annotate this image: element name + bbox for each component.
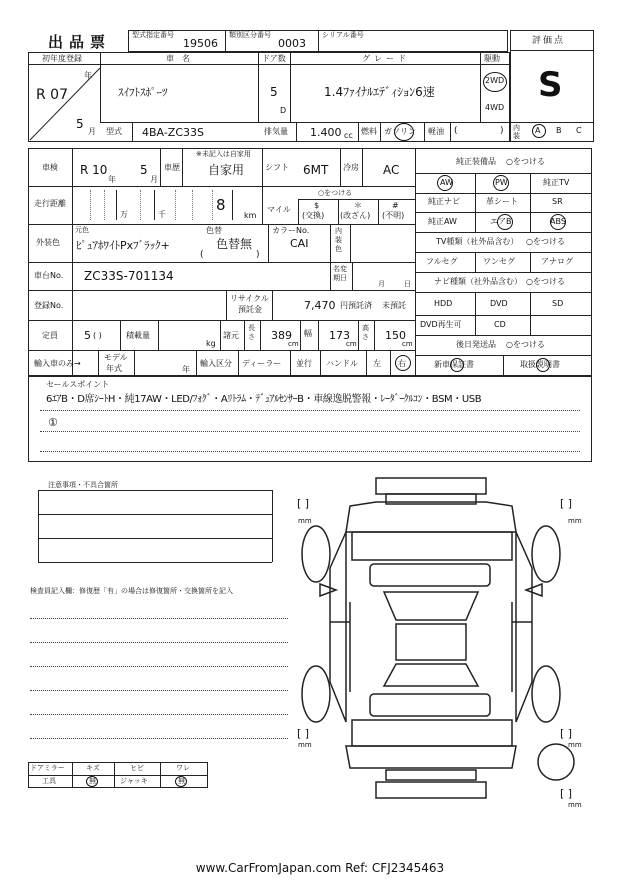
width-unit: cm [346, 340, 357, 348]
tbl-door-mirror: ドアミラー [30, 764, 65, 772]
exch-label: (交換) [302, 211, 325, 220]
recycle-label-1: リサイクル [230, 294, 269, 303]
model-label: 型式 [106, 127, 122, 136]
shift: 6MT [303, 163, 329, 177]
shaken-label: 車検 [42, 163, 58, 172]
equip-title: 純正装備品 [456, 157, 496, 166]
length-label: 長さ [248, 324, 255, 341]
displacement-unit: cc [344, 131, 353, 140]
tire-rl-bracket: [ ] [297, 727, 310, 740]
color-change-label: 色替 [206, 226, 222, 235]
model-year-label-1: モデル [104, 353, 128, 362]
recycle-label-2: 預託金 [238, 305, 262, 314]
doors-label: ドア数 [262, 54, 286, 63]
later-warranty: 新車保証書 [434, 360, 474, 369]
tire-rr-bracket: [ ] [560, 727, 573, 740]
height-label: 高さ [362, 324, 369, 341]
tbl-tools-circle [86, 776, 98, 787]
sales-point-box [28, 376, 592, 462]
import-cat-label: 輸入区分 [200, 359, 232, 368]
tbl-break: ワレ [176, 764, 190, 772]
parallel: 並行 [296, 359, 312, 368]
fuel-gasoline: ガソリン [384, 127, 416, 136]
later-title: 後日発送品 [456, 340, 496, 349]
handle-left: 左 [373, 359, 381, 368]
color: ﾋﾟｭｱﾎﾜｲﾄPxﾌﾞﾗｯｸ+ [76, 239, 170, 252]
equip-tv: 純正TV [543, 178, 570, 187]
unknown-mark: # [392, 201, 399, 210]
dims-label: 諸元 [223, 331, 239, 340]
tbl-scratch: キズ [86, 764, 100, 772]
inspector-label: 検査員記入欄：修復歴「有」の場合は修復箇所・交換箇所を記入 [30, 587, 233, 595]
usage-note: ※未記入は自家用 [196, 150, 251, 158]
equip-sr: SR [552, 197, 563, 206]
reg-label: 登録No. [34, 301, 64, 310]
caution-label: 注意事項・不具合箇所 [48, 481, 118, 489]
sales-line-1: 6ｴｱB・D席ｼｰﾄH・純17AW・LED/ﾌｫｸﾞ・Aﾘﾄﾗﾑ・ﾃﾞｭｱﾙｾﾝｻｰB・車線逸脱警報・ﾚｰﾀﾞｰｸﾙｺﾝ・BSM・USB [46, 394, 482, 405]
equip-note: ○をつける [506, 157, 545, 166]
form-title: 出品票 [48, 33, 112, 51]
model-year-label-2: 年式 [106, 364, 122, 373]
length-unit: cm [288, 340, 299, 348]
tv-fullseg: フルセグ [426, 257, 458, 266]
chassis-label: 車台No. [34, 271, 64, 280]
navi-note: ○をつける [526, 277, 565, 286]
mileage: 8 [216, 196, 226, 214]
doors: 5 [270, 85, 278, 99]
equip-genuine-aw: 純正AW [428, 217, 457, 226]
tbl-jack-value: 無 [178, 777, 185, 785]
sales-line-2: ① [48, 416, 58, 429]
class-no-label: 類別区分番号 [229, 31, 271, 39]
width-label: 幅 [304, 329, 312, 338]
interior-a: A [535, 126, 541, 135]
auth-no-label: 型式指定番号 [132, 31, 174, 39]
drive-2wd: 2WD [485, 76, 505, 85]
shaken-month: 5 [140, 163, 148, 177]
interior-label: 内装 [513, 124, 520, 140]
fuel-label: 燃料 [361, 127, 377, 136]
tire-fl-bracket: [ ] [297, 497, 310, 510]
tv-note: ○をつける [526, 237, 565, 246]
later-manual: 取扱説明書 [520, 360, 560, 369]
interior-color-label: 内装色 [335, 227, 342, 253]
capacity-paren: ( ) [93, 331, 102, 340]
not-deposit: 未預託 [382, 301, 406, 310]
fuel-paren-close: ) [500, 126, 504, 136]
color-label: 外装色 [36, 238, 60, 247]
tire-fr-mm: mm [568, 517, 582, 525]
navi-dvd: DVD [490, 299, 508, 308]
capacity-label: 定員 [42, 331, 58, 340]
shaken-year-unit: 年 [108, 175, 116, 184]
equip-airbag-circle [497, 214, 513, 230]
first-reg-month-unit: 月 [88, 127, 96, 136]
dealer: ディーラー [242, 359, 282, 368]
class-no: 0003 [278, 37, 306, 50]
aircon: AC [383, 163, 400, 177]
navi-hdd: HDD [434, 299, 453, 308]
aircon-label: 冷房 [343, 163, 359, 172]
displacement: 1.400 [310, 126, 342, 139]
equip-pw: PW [495, 178, 508, 187]
mileage-man: 万 [120, 210, 128, 219]
navi-sd: SD [552, 299, 564, 308]
tire-rl-mm: mm [298, 741, 312, 749]
tire-fl-mm: mm [298, 517, 312, 525]
car-name: ｽｲﾌﾄｽﾎﾟｰﾂ [118, 86, 168, 99]
tbl-crack: ヒビ [130, 764, 144, 772]
name-change-label: 名変期日 [333, 265, 347, 282]
mileage-label: 走行距離 [34, 199, 66, 208]
auth-no: 19506 [183, 37, 218, 50]
exch-mark: $ [314, 201, 320, 210]
tire-fr-bracket: [ ] [560, 497, 573, 510]
usage-label: 車歴 [164, 163, 180, 172]
grade: 1.4ﾌｧｲﾅﾙｴﾃﾞｨｼｮﾝ6速 [324, 85, 435, 99]
mileage-sen: 千 [158, 210, 166, 219]
model: 4BA-ZC33S [142, 126, 204, 139]
name-change-day: 日 [404, 280, 411, 288]
tire-spare-bracket: [ ] [560, 787, 573, 800]
orig-color-label: 元色 [75, 226, 89, 234]
color-paren-open: ( [200, 250, 204, 260]
first-reg-year-unit: 年 [84, 71, 92, 80]
navi-title: ナビ種類（社外品含む） [434, 277, 522, 286]
load-kg: kg [206, 339, 216, 348]
color-paren-close: ) [256, 250, 260, 260]
interior-b: B [556, 126, 562, 135]
import-label: 輸入車のみ→ [34, 359, 81, 368]
navi-dvd-play: DVD再生可 [420, 320, 462, 329]
fuel-light-oil: 軽油 [428, 127, 444, 136]
alter-label: (改ざん) [340, 211, 371, 220]
color-change: 色替無 [216, 237, 253, 251]
shift-label: シフト [265, 163, 289, 172]
equip-airbag: エアB [490, 217, 512, 226]
interior-c: C [576, 126, 582, 135]
tv-title: TV種類（社外品含む） [436, 237, 519, 246]
model-year-unit: 年 [182, 365, 190, 374]
recycle-unit: 円預託済 [340, 301, 372, 310]
handle-label: ハンドル [326, 359, 358, 368]
tbl-jack: ジャッキ [120, 777, 148, 785]
fuel-circle [394, 123, 414, 141]
usage: 自家用 [208, 163, 245, 177]
height-unit: cm [402, 340, 413, 348]
fuel-paren-open: ( [454, 126, 458, 136]
equip-aw: AW [440, 178, 453, 187]
tbl-tools-value: 無 [89, 777, 96, 785]
equip-pw-circle [493, 175, 509, 191]
load-label: 積載量 [126, 331, 150, 340]
tire-rr-mm: mm [568, 741, 582, 749]
length: 389 [271, 329, 292, 342]
mileage-km: km [244, 211, 257, 220]
name-change-month: 月 [378, 280, 385, 288]
displacement-label: 排気量 [264, 127, 288, 136]
handle-right-circle [395, 355, 411, 371]
tv-oneseg: ワンセグ [483, 257, 515, 266]
width: 173 [329, 329, 350, 342]
score-label: 評価点 [532, 36, 566, 46]
navi-cd: CD [494, 320, 506, 329]
first-reg-month: 5 [76, 117, 84, 131]
later-manual-circle [536, 358, 550, 372]
equip-aw-circle [437, 175, 453, 191]
car-name-label: 車名 [166, 54, 198, 63]
shaken-era: R 10 [80, 163, 108, 177]
first-reg-label: 初年度登録 [42, 54, 82, 63]
tire-spare-mm: mm [568, 801, 582, 809]
mile-label: マイル [267, 205, 291, 214]
recycle-amount: 7,470 [304, 299, 336, 312]
colorno-label: カラーNo. [272, 226, 310, 235]
alter-mark: ＊ [354, 201, 362, 210]
serial-label: シリアル番号 [322, 31, 364, 39]
tbl-tools: 工具 [42, 777, 56, 785]
first-reg-era: R 07 [36, 87, 68, 103]
equip-abs-circle [550, 214, 566, 230]
drive-label: 駆動 [484, 54, 500, 63]
score-value: S [538, 65, 563, 105]
equip-navi: 純正ナビ [428, 197, 460, 206]
shaken-month-unit: 月 [150, 175, 158, 184]
capacity: 5 [84, 329, 91, 342]
grade-label: グレード [362, 54, 410, 63]
sales-label: セールスポイント [46, 380, 110, 389]
door-suffix: D [280, 106, 287, 115]
handle-right: 右 [398, 359, 406, 368]
later-note: ○をつける [506, 340, 545, 349]
chassis: ZC33S-701134 [84, 269, 174, 283]
colorno: CAI [290, 237, 309, 250]
height: 150 [385, 329, 406, 342]
footer-ref: www.CarFromJapan.com Ref: CFJ2345463 [195, 861, 445, 875]
tv-analog: アナログ [541, 257, 573, 266]
equip-abs: ABS [550, 217, 566, 226]
tbl-jack-circle [175, 776, 187, 787]
equip-leather: 革シート [486, 197, 518, 206]
later-warranty-circle [450, 358, 464, 372]
drive-4wd: 4WD [485, 103, 505, 112]
unknown-label: (不明) [382, 211, 405, 220]
mileage-circle-note: ○をつける [318, 189, 353, 197]
